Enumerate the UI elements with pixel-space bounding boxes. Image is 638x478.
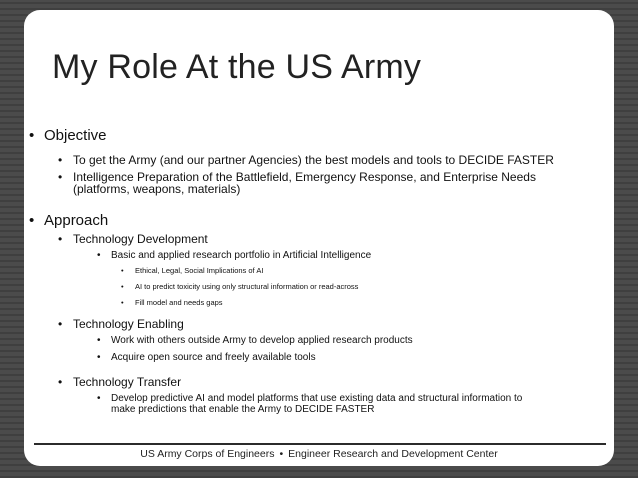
technology-development-heading: Technology Development bbox=[73, 232, 208, 246]
technology-transfer-heading: Technology Transfer bbox=[73, 375, 182, 389]
enabling-item: Work with others outside Army to develop applied research products bbox=[111, 335, 413, 346]
enabling-item: Acquire open source and freely available tools bbox=[111, 352, 316, 363]
footer-organization: US Army Corps of Engineers bbox=[140, 448, 275, 460]
objective-item-continuation: (platforms, weapons, materials) bbox=[73, 182, 241, 196]
objective-item: To get the Army (and our partner Agencies) the best models and tools to DECIDE FASTER bbox=[73, 153, 554, 167]
bullet-dot: • bbox=[97, 250, 101, 261]
bullet-dot: • bbox=[121, 298, 124, 307]
objective-heading: Objective bbox=[44, 127, 107, 144]
bullet-dot: • bbox=[29, 127, 35, 144]
approach-heading: Approach bbox=[44, 212, 109, 229]
development-item: Ethical, Legal, Social Implications of AI bbox=[135, 266, 264, 275]
bullet-dot: • bbox=[121, 282, 124, 291]
bullet-dot: • bbox=[97, 335, 101, 346]
bullet-dot: • bbox=[121, 266, 124, 275]
slide bbox=[24, 10, 614, 466]
development-item: Fill model and needs gaps bbox=[135, 298, 223, 307]
objective-item: Intelligence Preparation of the Battlefield, Emergency Response, and Enterprise Needs bbox=[73, 170, 536, 184]
bullet-dot: • bbox=[58, 375, 63, 389]
footer bbox=[24, 448, 614, 460]
slide-title: My Role At the US Army bbox=[52, 48, 422, 86]
bullet-dot: • bbox=[58, 232, 63, 246]
development-item: AI to predict toxicity using only structural information or read-across bbox=[135, 282, 359, 291]
footer-center-name: Engineer Research and Development Center bbox=[288, 448, 498, 460]
bullet-dot: • bbox=[29, 212, 35, 229]
bullet-dot: • bbox=[58, 153, 63, 167]
bullet-dot: • bbox=[58, 317, 63, 331]
technology-enabling-heading: Technology Enabling bbox=[73, 317, 184, 331]
footer-divider bbox=[34, 443, 606, 445]
development-sub: Basic and applied research portfolio in Artificial Intelligence bbox=[111, 250, 372, 261]
bullet-dot: • bbox=[97, 352, 101, 363]
bullet-dot: • bbox=[97, 393, 101, 404]
transfer-item-continuation: make predictions that enable the Army to DECIDE FASTER bbox=[111, 404, 375, 415]
transfer-item: Develop predictive AI and model platforms that use existing data and structural information to bbox=[111, 393, 523, 404]
bullet-dot: • bbox=[58, 170, 63, 184]
footer-separator: • bbox=[279, 448, 284, 460]
